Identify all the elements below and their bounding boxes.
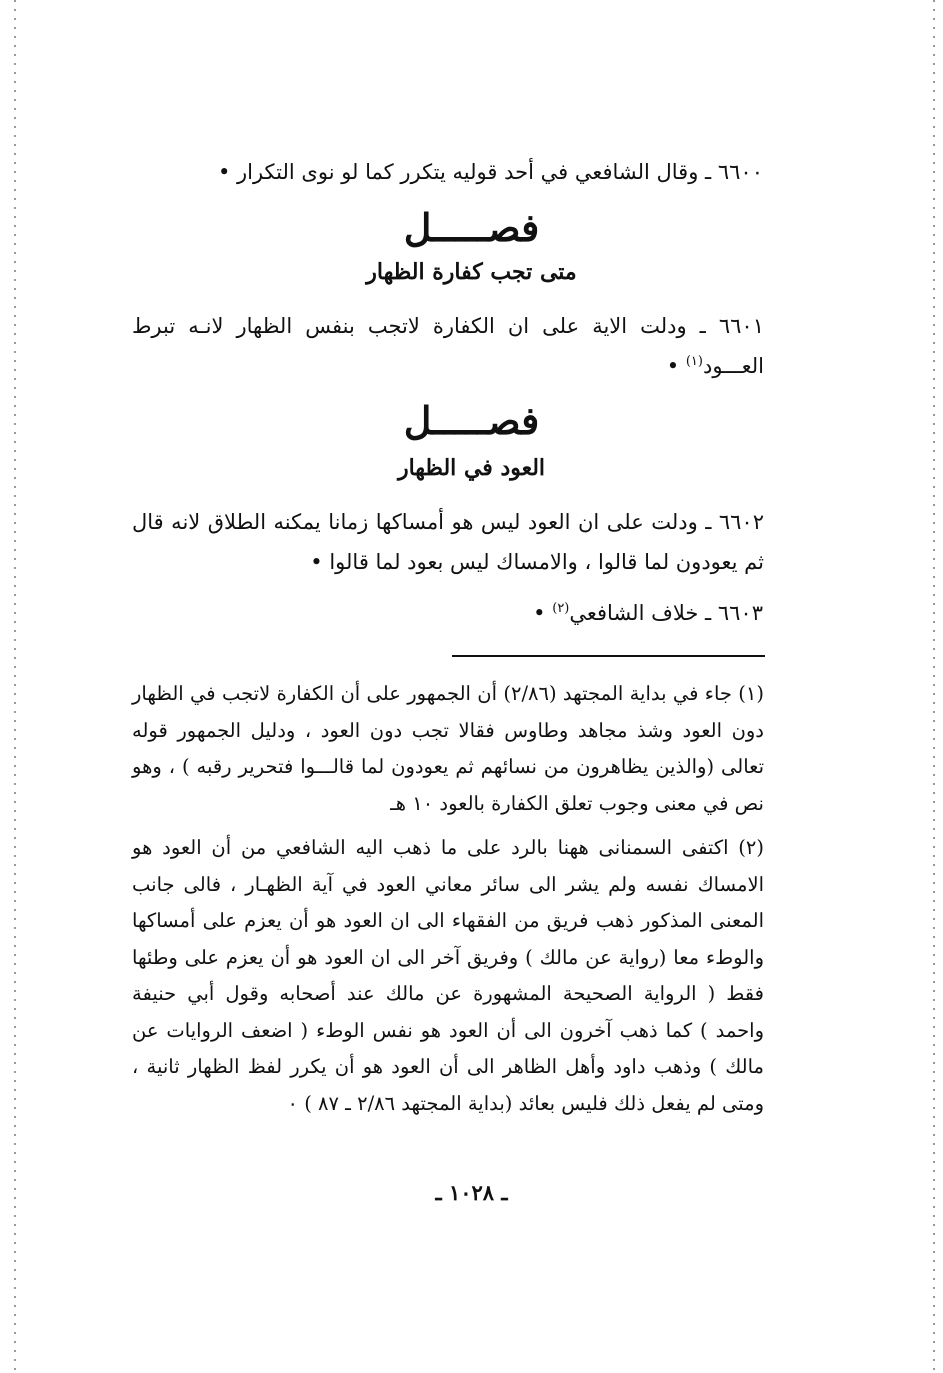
paragraph-6603 bbox=[533, 598, 763, 628]
paragraph-6601-text: ٦٦٠١ ـ ودلت الاية على ان الكفارة لاتجب بنفس الظهار لانـه تبرط العـــود bbox=[132, 314, 764, 378]
paragraph-6603-text: ٦٦٠٣ ـ خلاف الشافعي bbox=[569, 601, 763, 625]
paragraph-6601-end: • bbox=[666, 354, 686, 378]
paragraph-6601 bbox=[132, 306, 764, 386]
paragraph-6603-end: • bbox=[533, 601, 553, 625]
section-subheading-1: متى تجب كفارة الظهار bbox=[366, 259, 577, 285]
page-number: ـ ١٠٢٨ ـ bbox=[435, 1180, 508, 1205]
footnote-separator bbox=[452, 655, 765, 657]
paragraph-6600: ٦٦٠٠ ـ وقال الشافعي في أحد قوليه يتكرر كما لو نوى التكرار • bbox=[217, 160, 763, 184]
section-subheading-2: العود في الظهار bbox=[397, 455, 546, 481]
footnote-1: (١) جاء في بداية المجتهد (٢/٨٦) أن الجمهور على أن الكفارة لاتجب في الظهار دون العود وشذ مجاهد وطاوس فقالا تجب دون العود ، ودليل الجمهور قوله تعالى (والذين يظاهرون من نسائهم ثم يعودون لما قالـــوا فتحرير رقبه ) ، وهو نص في معنى وجوب تعلق الكفارة بالعود ١٠ هـ bbox=[132, 682, 764, 815]
section-heading-fasl-1: فصـــــل bbox=[403, 205, 540, 250]
footnote-ref-1: (١) bbox=[685, 354, 703, 369]
paragraph-6602: ٦٦٠٢ ـ ودلت على ان العود ليس هو أمساكها زمانا يمكنه الطلاق لانه قال ثم يعودون لما قالوا ، والامساك ليس بعود لما قالوا • bbox=[132, 510, 764, 574]
footnote-2: (٢) اكتفى السمنانى ههنا بالرد على ما ذهب اليه الشافعي من أن العود هو الامساك نفسه ولم يشر الى سائر معاني العود في آية الظهـار ، فالى جانب المعنى المذكور ذهب فريق من الفقهاء الى ان العود هو أن يعزم على أمساكها والوطء معا (رواية عن مالك ) وفريق آخر الى ان العود هو أن يعزم على وطئها فقط ( الرواية الصحيحة المشهورة عن مالك عند أصحابه وقول أبي حنيفة واحمد ) كما ذهب آخرون الى أن العود هو نفس الوطء ( اضعف الروايات عن مالك ) وذهب داود وأهل الظاهر الى أن العود هو أن يكرر لفظ الظهار ثانية ، ومتى لم يفعل ذلك فليس بعائد (بداية المجتهد ٢/٨٦ ـ ٨٧ ) ٠ bbox=[132, 836, 764, 1115]
section-heading-fasl-2: فصـــــل bbox=[403, 398, 540, 443]
footnote-ref-2: (٢) bbox=[552, 601, 570, 616]
